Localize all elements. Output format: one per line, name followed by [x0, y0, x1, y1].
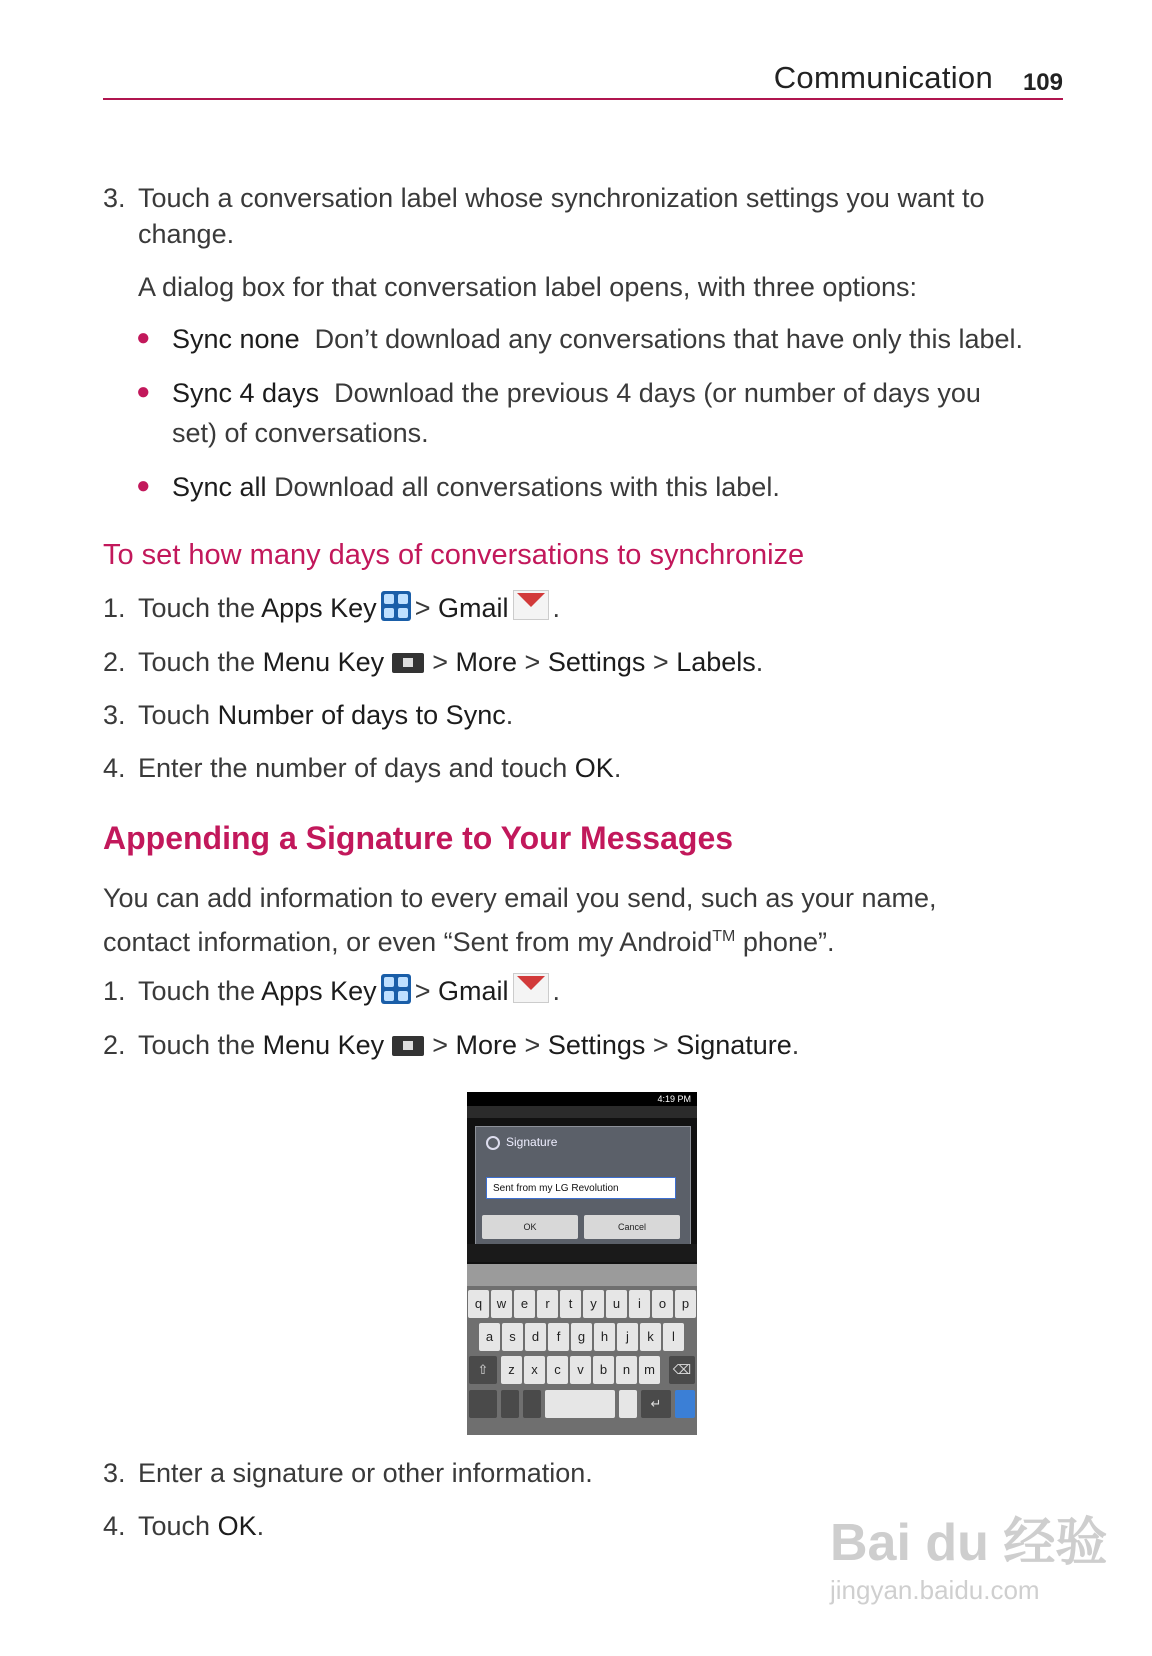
page-header: [103, 58, 1063, 102]
key-k[interactable]: k: [640, 1323, 661, 1351]
key-i[interactable]: i: [629, 1290, 650, 1318]
key-l[interactable]: l: [663, 1323, 684, 1351]
page-number: 109: [1022, 69, 1063, 96]
signature-step-2: 2. Touch the Menu Key > More > Settings > Signature.: [103, 1030, 800, 1060]
phone-screenshot: [467, 1092, 697, 1435]
mic-key[interactable]: [523, 1390, 541, 1418]
key-f[interactable]: f: [548, 1323, 569, 1351]
ok-button[interactable]: OK: [482, 1215, 578, 1239]
key-z[interactable]: z: [501, 1356, 522, 1384]
key-b[interactable]: b: [593, 1356, 614, 1384]
signature-step-4: 4. Touch OK.: [103, 1511, 265, 1541]
sync-step-4: 4. Enter the number of days and touch OK.: [103, 753, 622, 783]
cancel-button[interactable]: Cancel: [584, 1215, 680, 1239]
key-a[interactable]: a: [479, 1323, 500, 1351]
backspace-key[interactable]: ⌫: [669, 1356, 695, 1384]
settings-title-bar: [467, 1106, 697, 1118]
signature-step-3: 3. Enter a signature or other information.: [103, 1458, 593, 1488]
signature-dialog: [475, 1126, 691, 1246]
sync-step-2: 2. Touch the Menu Key > More > Settings > Labels.: [103, 647, 764, 677]
gmail-icon: [513, 973, 549, 1003]
option-sync-4-days-cont: set) of conversations.: [172, 418, 429, 448]
key-e[interactable]: e: [514, 1290, 535, 1318]
key-p[interactable]: p: [675, 1290, 696, 1318]
apps-key-icon: [381, 591, 411, 621]
key-q[interactable]: q: [468, 1290, 489, 1318]
menu-key-icon: [392, 653, 424, 673]
baidu-watermark-url: jingyan.baidu.com: [830, 1575, 1040, 1605]
signature-heading: Appending a Signature to Your Messages: [103, 820, 734, 856]
bullet-icon: ●: [136, 324, 151, 351]
key-d[interactable]: d: [525, 1323, 546, 1351]
step-3-description: A dialog box for that conversation label opens, with three options:: [138, 272, 917, 302]
key-o[interactable]: o: [652, 1290, 673, 1318]
dialog-radio-icon: [486, 1136, 500, 1150]
key-h[interactable]: h: [594, 1323, 615, 1351]
key-r[interactable]: r: [537, 1290, 558, 1318]
option-sync-none: Sync none Don’t download any conversations that have only this label.: [172, 324, 1024, 354]
key-g[interactable]: g: [571, 1323, 592, 1351]
key-j[interactable]: j: [617, 1323, 638, 1351]
gmail-icon: [513, 590, 549, 620]
sync-step-3: 3. Touch Number of days to Sync.: [103, 700, 514, 730]
hide-keyboard-key[interactable]: [675, 1390, 695, 1418]
section-title: Communication: [773, 60, 993, 95]
baidu-watermark: Bai du 经验: [830, 1514, 1108, 1572]
shift-key[interactable]: ⇧: [469, 1356, 497, 1384]
key-x[interactable]: x: [524, 1356, 545, 1384]
signature-input[interactable]: Sent from my LG Revolution: [486, 1177, 676, 1199]
settings-background: [467, 1244, 697, 1262]
key-w[interactable]: w: [491, 1290, 512, 1318]
space-key[interactable]: [545, 1390, 615, 1418]
enter-key[interactable]: ↵: [641, 1390, 671, 1418]
symbols-key[interactable]: [469, 1390, 497, 1418]
header-rule: [103, 98, 1063, 100]
option-sync-all: Sync all Download all conversations with this label.: [172, 472, 780, 502]
step-3-line-1: 3. Touch a conversation label whose synchronization settings you want to: [103, 183, 985, 213]
key-c[interactable]: c: [547, 1356, 568, 1384]
key-v[interactable]: v: [570, 1356, 591, 1384]
key-u[interactable]: u: [606, 1290, 627, 1318]
bullet-icon: ●: [136, 378, 151, 405]
period-key[interactable]: [619, 1390, 637, 1418]
option-sync-4-days: Sync 4 days Download the previous 4 days (or number of days you: [172, 378, 981, 408]
keyboard: [467, 1264, 697, 1435]
key-s[interactable]: s: [502, 1323, 523, 1351]
bullet-icon: ●: [136, 472, 151, 499]
dialog-title: Signature: [486, 1135, 557, 1150]
step-3-line-2: change.: [138, 219, 235, 249]
status-bar: 4:19 PM: [467, 1092, 697, 1106]
key-y[interactable]: y: [583, 1290, 604, 1318]
signature-intro-1: You can add information to every email you send, such as your name,: [103, 883, 937, 913]
key-m[interactable]: m: [639, 1356, 660, 1384]
apps-key-icon: [381, 974, 411, 1004]
menu-key-icon: [392, 1036, 424, 1056]
language-key[interactable]: [501, 1390, 519, 1418]
signature-step-1: 1. Touch the Apps Key > Gmail .: [103, 973, 560, 1009]
sync-step-1: 1. Touch the Apps Key > Gmail .: [103, 590, 560, 626]
key-t[interactable]: t: [560, 1290, 581, 1318]
sync-days-heading: To set how many days of conversations to synchronize: [103, 539, 805, 571]
key-n[interactable]: n: [616, 1356, 637, 1384]
keyboard-suggestion-bar: [467, 1264, 697, 1286]
signature-intro-2: contact information, or even “Sent from my Android™ phone”.: [103, 927, 835, 957]
